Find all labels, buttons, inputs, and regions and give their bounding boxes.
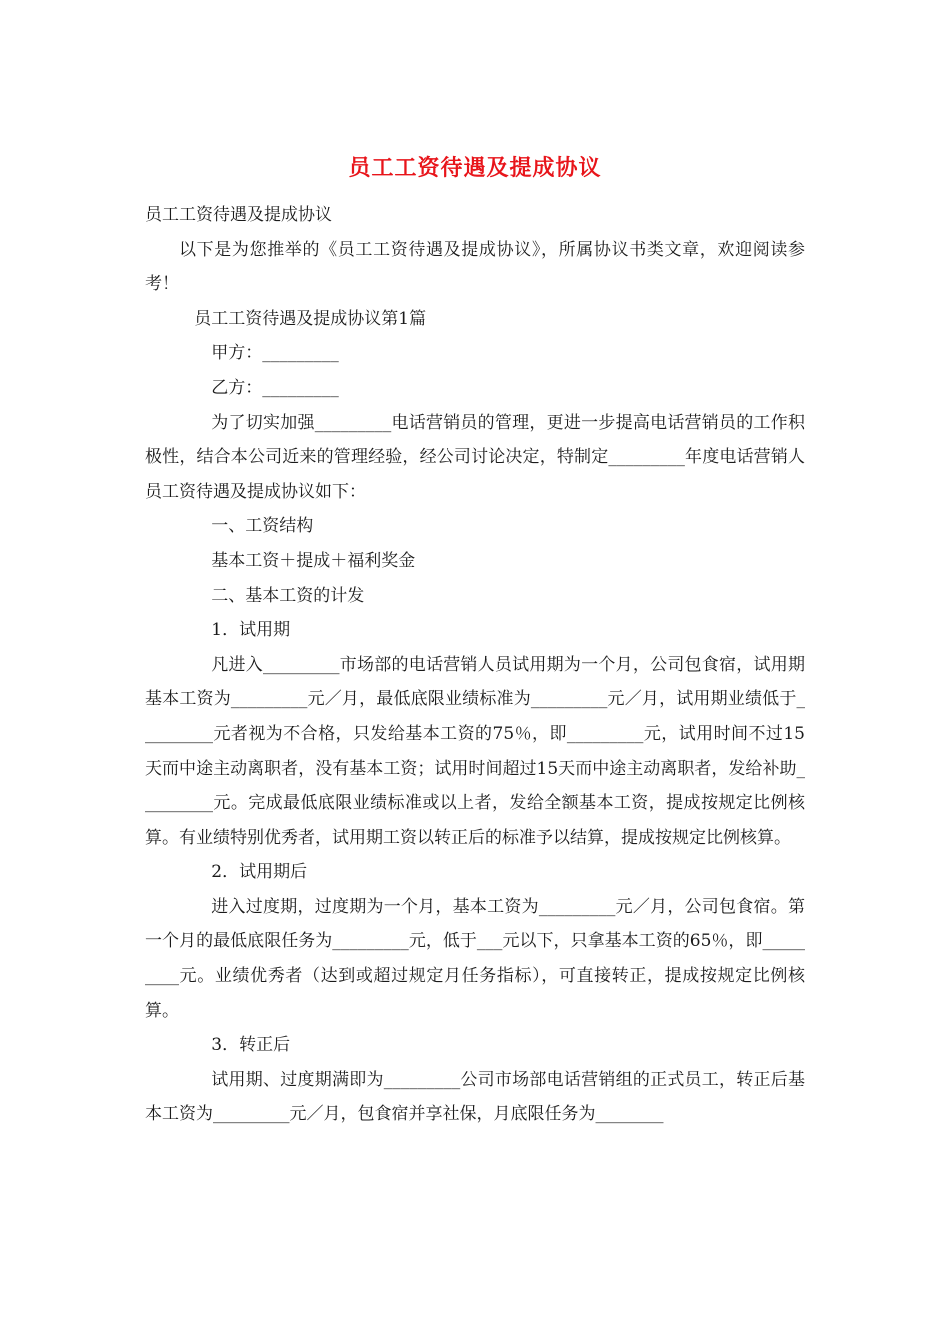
paragraph: 为了切实加强_________电话营销员的管理，更进一步提高电话营销员的工作积极性，结合本公司近来的管理经验，经公司讨论决定，特制定_________年度电话营销人员工资待遇及提成协议如下： — [145, 412, 805, 502]
paragraph: 凡进入_________市场部的电话营销人员试用期为一个月，公司包食宿，试用期基本工资为_________元／月，最低底限业绩标准为_________元／月，试用期业绩低于_________元者视为不合格，只发给基本工资的75％，即_________元，试用时间不过15天而中途主动离职者，没有基本工资；试用时间超过15天而中途主动离职者，发给补助_________元。完成最低底限业绩标准或以上者，发给全额基本工资，提成按规定比例核算。有业绩特别优秀者，试用期工资以转正后的标准予以结算，提成按规定比例核算。 — [145, 654, 805, 848]
paragraph: 二、基本工资的计发 — [211, 585, 365, 606]
paragraph: 甲方：_________ — [211, 343, 339, 364]
paragraph: 一、工资结构 — [211, 516, 314, 537]
paragraph: 1．试用期 — [211, 620, 291, 641]
paragraph: 员工工资待遇及提成协议 — [145, 205, 332, 225]
document-body — [145, 198, 805, 1132]
document-title: 员工工资待遇及提成协议 — [348, 155, 602, 181]
paragraph: 员工工资待遇及提成协议第1篇 — [194, 308, 427, 329]
paragraph: 进入过度期，过度期为一个月，基本工资为_________元／月，公司包食宿。第一个月的最低底限任务为_________元，低于___元以下，只拿基本工资的65％，即_________元。业绩优秀者（达到或超过规定月任务指标），可直接转正，提成按规定比例核算。 — [145, 896, 805, 1021]
paragraph: 基本工资＋提成＋福利奖金 — [211, 550, 416, 571]
document-page — [145, 150, 805, 1132]
paragraph: 试用期、过度期满即为_________公司市场部电话营销组的正式员工，转正后基本工资为_________元／月，包食宿并享社保，月底限任务为________ — [145, 1069, 805, 1125]
paragraph: 3．转正后 — [211, 1035, 291, 1056]
paragraph: 以下是为您推举的《员工工资待遇及提成协议》，所属协议书类文章，欢迎阅读参考！ — [145, 239, 805, 295]
paragraph: 乙方：_________ — [211, 377, 339, 398]
paragraph: 2．试用期后 — [211, 862, 308, 883]
